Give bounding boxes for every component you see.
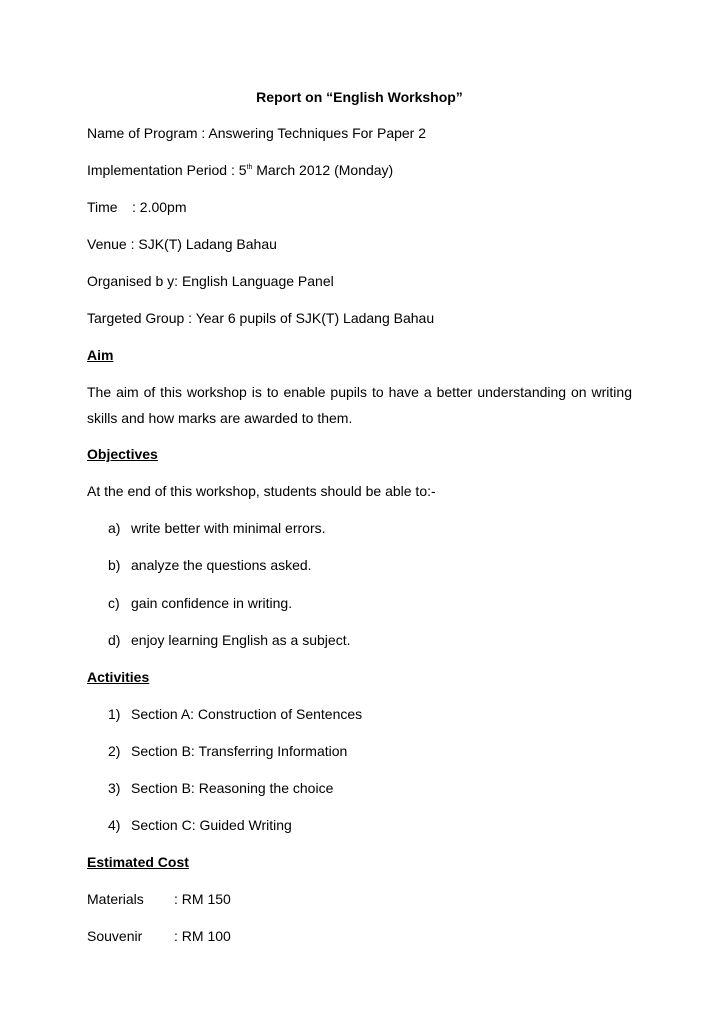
activity-text: Section A: Construction of Sentences — [131, 706, 363, 722]
objectives-heading: Objectives — [87, 446, 158, 462]
objective-marker: b) — [108, 557, 121, 573]
targeted-group: Targeted Group : Year 6 pupils of SJK(T) Ladang Bahau — [87, 310, 435, 326]
activities-heading: Activities — [87, 669, 150, 685]
cost-row — [87, 927, 231, 945]
objective-marker: d) — [108, 632, 121, 648]
objective-item — [108, 631, 350, 649]
time-label: Time — [87, 199, 118, 215]
objective-marker: c) — [108, 595, 120, 611]
cost-value: : RM 150 — [174, 891, 231, 907]
activity-marker: 3) — [108, 780, 121, 796]
activity-text: Section C: Guided Writing — [131, 817, 292, 833]
activity-item — [108, 742, 347, 760]
objectives-intro: At the end of this workshop, students should be able to:- — [87, 483, 436, 499]
objective-item — [108, 556, 312, 574]
cost-label: Materials — [87, 891, 144, 907]
program-name: Name of Program : Answering Techniques For Paper 2 — [87, 125, 427, 141]
objective-text: enjoy learning English as a subject. — [131, 632, 351, 648]
activity-item — [108, 705, 362, 723]
period-superscript: th — [246, 164, 253, 171]
period-prefix: Implementation Period : 5 — [87, 162, 247, 178]
objective-item — [108, 519, 326, 537]
cost-row — [87, 890, 231, 908]
aim-heading: Aim — [87, 347, 114, 363]
activity-item — [108, 816, 292, 834]
activity-item — [108, 779, 333, 797]
estimated-cost-heading: Estimated Cost — [87, 854, 189, 870]
activity-text: Section B: Reasoning the choice — [131, 780, 334, 796]
activity-marker: 4) — [108, 817, 121, 833]
aim-text: The aim of this workshop is to enable pupils to have a better understanding on writing skills and how marks are awarded to them. — [87, 384, 632, 426]
objective-text: write better with minimal errors. — [131, 520, 326, 536]
time-value: : 2.00pm — [132, 199, 187, 215]
activity-text: Section B: Transferring Information — [131, 743, 348, 759]
objective-text: gain confidence in writing. — [131, 595, 293, 611]
report-title: Report on “English Workshop” — [256, 89, 463, 105]
cost-value: : RM 100 — [174, 928, 231, 944]
organised-by: Organised b y: English Language Panel — [87, 273, 334, 289]
objective-item — [108, 594, 292, 612]
objective-marker: a) — [108, 520, 121, 536]
implementation-period — [87, 161, 393, 179]
objective-text: analyze the questions asked. — [131, 557, 312, 573]
cost-label: Souvenir — [87, 928, 143, 944]
period-suffix: March 2012 (Monday) — [252, 162, 394, 178]
time-line — [87, 198, 186, 216]
activity-marker: 2) — [108, 743, 121, 759]
venue: Venue : SJK(T) Ladang Bahau — [87, 236, 277, 252]
activity-marker: 1) — [108, 706, 121, 722]
